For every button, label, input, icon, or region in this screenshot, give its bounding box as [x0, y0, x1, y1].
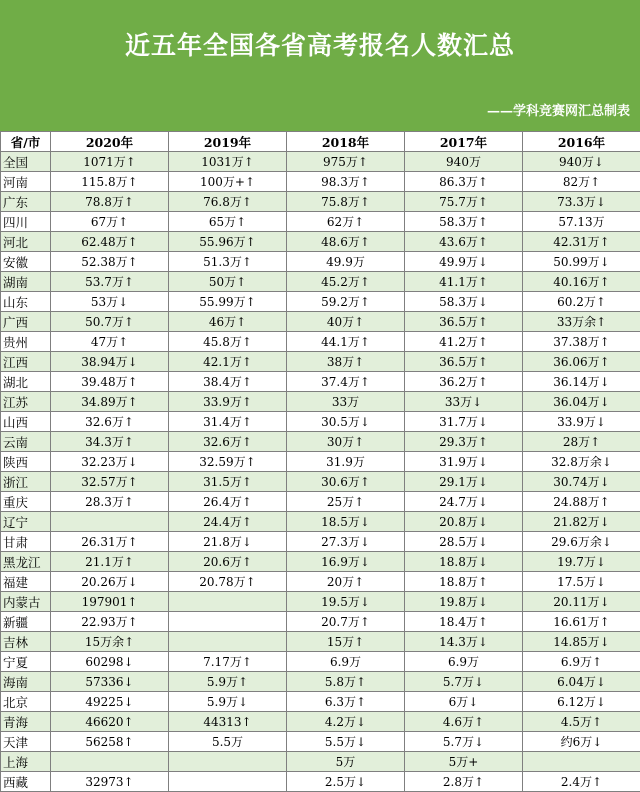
count-cell: [169, 752, 287, 772]
count-cell: 20.11万↓: [523, 592, 640, 612]
count-cell: 4.6万↑: [405, 712, 523, 732]
count-cell: 28.3万↑: [51, 492, 169, 512]
count-cell: 31.4万↑: [169, 412, 287, 432]
count-cell: 98.3万↑: [287, 172, 405, 192]
count-cell: 29.3万↑: [405, 432, 523, 452]
province-cell: 江苏: [1, 392, 51, 412]
column-header: 2018年: [287, 132, 405, 152]
count-cell: [169, 592, 287, 612]
count-cell: 33万: [287, 392, 405, 412]
province-cell: 山东: [1, 292, 51, 312]
count-cell: 46620↑: [51, 712, 169, 732]
table-row: [1, 632, 640, 652]
province-cell: 河北: [1, 232, 51, 252]
count-cell: 6.04万↓: [523, 672, 640, 692]
table-row: [1, 272, 640, 292]
count-cell: 19.5万↓: [287, 592, 405, 612]
title-banner: [0, 0, 640, 131]
count-cell: 24.88万↑: [523, 492, 640, 512]
province-cell: 新疆: [1, 612, 51, 632]
count-cell: 37.38万↑: [523, 332, 640, 352]
count-cell: 4.2万↓: [287, 712, 405, 732]
column-header: 2020年: [51, 132, 169, 152]
count-cell: 76.8万↑: [169, 192, 287, 212]
count-cell: 78.8万↑: [51, 192, 169, 212]
table-row: [1, 512, 640, 532]
count-cell: 7.17万↑: [169, 652, 287, 672]
count-cell: 20.8万↓: [405, 512, 523, 532]
count-cell: 197901↑: [51, 592, 169, 612]
count-cell: 15万↑: [287, 632, 405, 652]
count-cell: 4.5万↑: [523, 712, 640, 732]
table-row: [1, 372, 640, 392]
table-row: [1, 432, 640, 452]
page-title: 近五年全国各省高考报名人数汇总: [0, 26, 640, 62]
table-row: [1, 312, 640, 332]
count-cell: 41.1万↑: [405, 272, 523, 292]
table-body: [1, 152, 640, 792]
table-row: [1, 572, 640, 592]
count-cell: 940万↓: [523, 152, 640, 172]
count-cell: 14.85万↓: [523, 632, 640, 652]
count-cell: 38.94万↓: [51, 352, 169, 372]
count-cell: 38.4万↑: [169, 372, 287, 392]
count-cell: 50.99万↓: [523, 252, 640, 272]
count-cell: 43.6万↑: [405, 232, 523, 252]
count-cell: 86.3万↑: [405, 172, 523, 192]
count-cell: 38万↑: [287, 352, 405, 372]
count-cell: 60.2万↑: [523, 292, 640, 312]
count-cell: 82万↑: [523, 172, 640, 192]
count-cell: 2.8万↑: [405, 772, 523, 792]
province-cell: 广西: [1, 312, 51, 332]
count-cell: 5万+: [405, 752, 523, 772]
count-cell: 31.7万↓: [405, 412, 523, 432]
count-cell: 21.8万↓: [169, 532, 287, 552]
count-cell: 32.23万↓: [51, 452, 169, 472]
count-cell: 6.3万↑: [287, 692, 405, 712]
province-cell: 上海: [1, 752, 51, 772]
count-cell: 62.48万↑: [51, 232, 169, 252]
count-cell: 26.31万↑: [51, 532, 169, 552]
count-cell: 115.8万↑: [51, 172, 169, 192]
count-cell: 18.8万↓: [405, 552, 523, 572]
count-cell: 29.6万余↓: [523, 532, 640, 552]
province-cell: 西藏: [1, 772, 51, 792]
province-cell: 吉林: [1, 632, 51, 652]
count-cell: 32.8万余↓: [523, 452, 640, 472]
table-row: [1, 332, 640, 352]
count-cell: [169, 612, 287, 632]
province-cell: 湖北: [1, 372, 51, 392]
count-cell: 40.16万↑: [523, 272, 640, 292]
count-cell: 33万↓: [405, 392, 523, 412]
count-cell: 28万↑: [523, 432, 640, 452]
count-cell: 62万↑: [287, 212, 405, 232]
count-cell: 46万↑: [169, 312, 287, 332]
count-cell: 25万↑: [287, 492, 405, 512]
count-cell: 58.3万↓: [405, 292, 523, 312]
count-cell: 56258↑: [51, 732, 169, 752]
table-row: [1, 532, 640, 552]
province-cell: 天津: [1, 732, 51, 752]
table-row: [1, 352, 640, 372]
count-cell: 55.99万↑: [169, 292, 287, 312]
count-cell: 6.9万↑: [523, 652, 640, 672]
count-cell: 49225↓: [51, 692, 169, 712]
count-cell: 20.78万↑: [169, 572, 287, 592]
province-cell: 山西: [1, 412, 51, 432]
column-header: 省/市: [1, 132, 51, 152]
province-cell: 广东: [1, 192, 51, 212]
count-cell: 51.3万↑: [169, 252, 287, 272]
province-cell: 浙江: [1, 472, 51, 492]
count-cell: 6.12万↓: [523, 692, 640, 712]
count-cell: 5万: [287, 752, 405, 772]
count-cell: 31.9万: [287, 452, 405, 472]
count-cell: 1071万↑: [51, 152, 169, 172]
count-cell: 44.1万↑: [287, 332, 405, 352]
count-cell: 45.8万↑: [169, 332, 287, 352]
count-cell: 5.9万↑: [169, 672, 287, 692]
count-cell: 36.04万↓: [523, 392, 640, 412]
table-row: [1, 252, 640, 272]
count-cell: 30.5万↓: [287, 412, 405, 432]
count-cell: 48.6万↑: [287, 232, 405, 252]
count-cell: 15万余↑: [51, 632, 169, 652]
count-cell: 16.61万↑: [523, 612, 640, 632]
province-cell: 黑龙江: [1, 552, 51, 572]
province-cell: 宁夏: [1, 652, 51, 672]
count-cell: 50万↑: [169, 272, 287, 292]
count-cell: 27.3万↓: [287, 532, 405, 552]
count-cell: 41.2万↑: [405, 332, 523, 352]
count-cell: 21.1万↑: [51, 552, 169, 572]
count-cell: 40万↑: [287, 312, 405, 332]
count-cell: 16.9万↓: [287, 552, 405, 572]
count-cell: 6.9万: [287, 652, 405, 672]
count-cell: 28.5万↓: [405, 532, 523, 552]
count-cell: 5.7万↓: [405, 732, 523, 752]
table-row: [1, 692, 640, 712]
count-cell: 17.5万↓: [523, 572, 640, 592]
count-cell: 24.4万↑: [169, 512, 287, 532]
count-cell: 73.3万↓: [523, 192, 640, 212]
count-cell: 5.5万: [169, 732, 287, 752]
count-cell: 30万↑: [287, 432, 405, 452]
count-cell: 50.7万↑: [51, 312, 169, 332]
count-cell: 32973↑: [51, 772, 169, 792]
province-cell: 陕西: [1, 452, 51, 472]
table-row: [1, 712, 640, 732]
count-cell: 75.7万↑: [405, 192, 523, 212]
count-cell: 75.8万↑: [287, 192, 405, 212]
count-cell: 36.14万↓: [523, 372, 640, 392]
count-cell: 19.8万↓: [405, 592, 523, 612]
table-row: [1, 172, 640, 192]
count-cell: 5.5万↓: [287, 732, 405, 752]
province-cell: 湖南: [1, 272, 51, 292]
count-cell: 1031万↑: [169, 152, 287, 172]
count-cell: 29.1万↓: [405, 472, 523, 492]
count-cell: 36.2万↑: [405, 372, 523, 392]
province-cell: 重庆: [1, 492, 51, 512]
count-cell: 36.06万↑: [523, 352, 640, 372]
count-cell: 57.13万: [523, 212, 640, 232]
count-cell: 19.7万↓: [523, 552, 640, 572]
province-cell: 贵州: [1, 332, 51, 352]
count-cell: 30.6万↑: [287, 472, 405, 492]
page-subtitle: ——学科竞赛网汇总制表: [487, 100, 630, 119]
province-cell: 甘肃: [1, 532, 51, 552]
count-cell: 42.1万↑: [169, 352, 287, 372]
count-cell: 20.6万↑: [169, 552, 287, 572]
count-cell: 20万↑: [287, 572, 405, 592]
count-cell: 37.4万↑: [287, 372, 405, 392]
count-cell: 67万↑: [51, 212, 169, 232]
province-cell: 四川: [1, 212, 51, 232]
table-row: [1, 732, 640, 752]
count-cell: 57336↓: [51, 672, 169, 692]
province-cell: 海南: [1, 672, 51, 692]
count-cell: 20.26万↓: [51, 572, 169, 592]
count-cell: 42.31万↑: [523, 232, 640, 252]
count-cell: 6.9万: [405, 652, 523, 672]
table-row: [1, 492, 640, 512]
count-cell: 53万↓: [51, 292, 169, 312]
table-row: [1, 552, 640, 572]
table-row: [1, 212, 640, 232]
province-cell: 全国: [1, 152, 51, 172]
count-cell: 55.96万↑: [169, 232, 287, 252]
count-cell: 24.7万↓: [405, 492, 523, 512]
count-cell: 18.4万↑: [405, 612, 523, 632]
count-cell: 65万↑: [169, 212, 287, 232]
table-row: [1, 672, 640, 692]
count-cell: 34.89万↑: [51, 392, 169, 412]
count-cell: 2.5万↓: [287, 772, 405, 792]
province-cell: 北京: [1, 692, 51, 712]
count-cell: 18.8万↑: [405, 572, 523, 592]
count-cell: 约6万↓: [523, 732, 640, 752]
table-row: [1, 232, 640, 252]
table-row: [1, 392, 640, 412]
province-cell: 福建: [1, 572, 51, 592]
province-cell: 云南: [1, 432, 51, 452]
table-row: [1, 752, 640, 772]
count-cell: 30.74万↓: [523, 472, 640, 492]
count-cell: 58.3万↑: [405, 212, 523, 232]
province-cell: 江西: [1, 352, 51, 372]
table-header-row: [1, 132, 640, 152]
count-cell: 44313↑: [169, 712, 287, 732]
table-row: [1, 452, 640, 472]
province-cell: 河南: [1, 172, 51, 192]
province-cell: 安徽: [1, 252, 51, 272]
count-cell: [169, 632, 287, 652]
table-row: [1, 412, 640, 432]
count-cell: 36.5万↑: [405, 352, 523, 372]
table-row: [1, 192, 640, 212]
count-cell: 14.3万↓: [405, 632, 523, 652]
count-cell: 5.7万↓: [405, 672, 523, 692]
count-cell: 47万↑: [51, 332, 169, 352]
count-cell: 45.2万↑: [287, 272, 405, 292]
count-cell: 32.6万↑: [169, 432, 287, 452]
count-cell: 32.6万↑: [51, 412, 169, 432]
count-cell: 18.5万↓: [287, 512, 405, 532]
count-cell: 21.82万↓: [523, 512, 640, 532]
count-cell: 22.93万↑: [51, 612, 169, 632]
table-row: [1, 292, 640, 312]
count-cell: [51, 512, 169, 532]
count-cell: 20.7万↑: [287, 612, 405, 632]
table-row: [1, 472, 640, 492]
count-cell: 33.9万↑: [169, 392, 287, 412]
enrollment-table: [0, 131, 640, 792]
count-cell: 60298↓: [51, 652, 169, 672]
count-cell: 31.5万↑: [169, 472, 287, 492]
count-cell: 49.9万↓: [405, 252, 523, 272]
count-cell: [523, 752, 640, 772]
count-cell: 2.4万↑: [523, 772, 640, 792]
column-header: 2016年: [523, 132, 640, 152]
table-row: [1, 152, 640, 172]
count-cell: 975万↑: [287, 152, 405, 172]
count-cell: 53.7万↑: [51, 272, 169, 292]
table-row: [1, 652, 640, 672]
column-header: 2019年: [169, 132, 287, 152]
column-header: 2017年: [405, 132, 523, 152]
count-cell: 32.59万↑: [169, 452, 287, 472]
province-cell: 内蒙古: [1, 592, 51, 612]
count-cell: 26.4万↑: [169, 492, 287, 512]
province-cell: 辽宁: [1, 512, 51, 532]
count-cell: 52.38万↑: [51, 252, 169, 272]
count-cell: 5.8万↑: [287, 672, 405, 692]
count-cell: 49.9万: [287, 252, 405, 272]
count-cell: 59.2万↑: [287, 292, 405, 312]
count-cell: [51, 752, 169, 772]
count-cell: 6万↓: [405, 692, 523, 712]
count-cell: 940万: [405, 152, 523, 172]
count-cell: 5.9万↓: [169, 692, 287, 712]
count-cell: 100万+↑: [169, 172, 287, 192]
table-row: [1, 612, 640, 632]
table-row: [1, 592, 640, 612]
count-cell: 33.9万↓: [523, 412, 640, 432]
count-cell: 36.5万↑: [405, 312, 523, 332]
count-cell: 39.48万↑: [51, 372, 169, 392]
count-cell: 34.3万↑: [51, 432, 169, 452]
count-cell: 32.57万↑: [51, 472, 169, 492]
count-cell: 33万余↑: [523, 312, 640, 332]
count-cell: 31.9万↓: [405, 452, 523, 472]
province-cell: 青海: [1, 712, 51, 732]
